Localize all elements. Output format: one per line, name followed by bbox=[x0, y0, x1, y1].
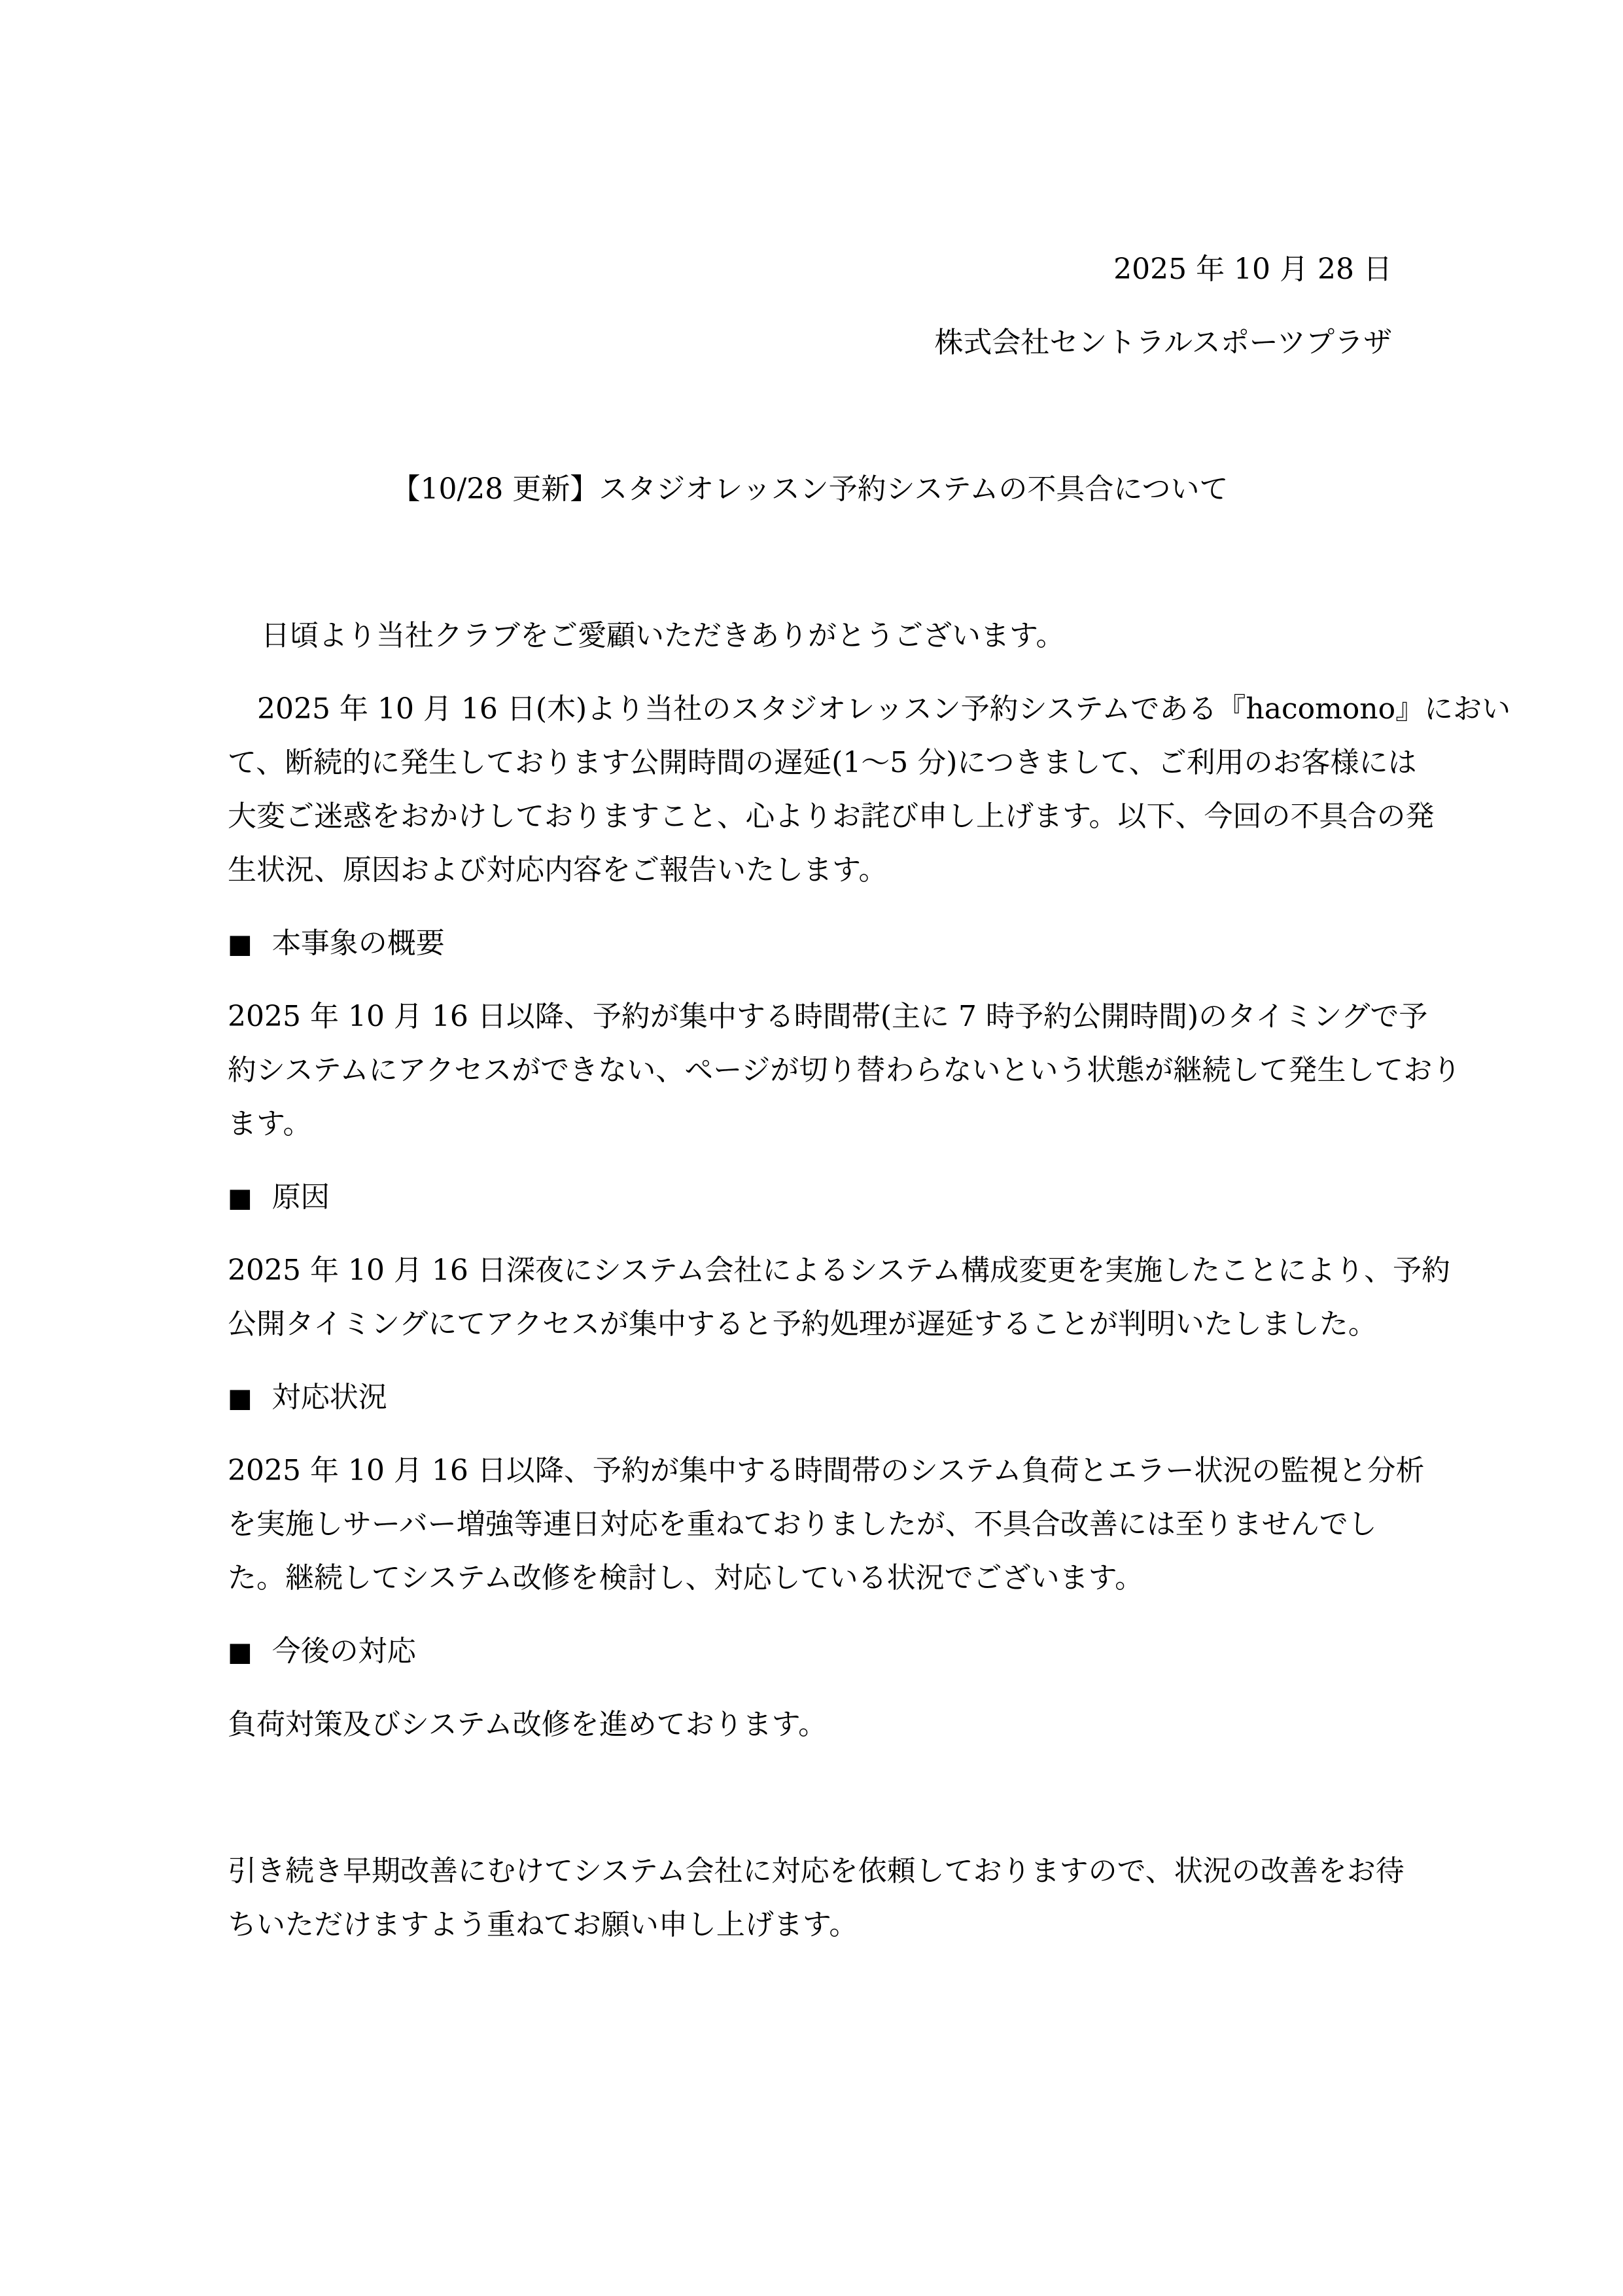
section-heading-future-response bbox=[228, 1625, 1392, 1678]
paragraph-line: 2025 年 10 月 16 日以降、予約が集中する時間帯(主に 7 時予約公開時間)のタイミングで予 bbox=[228, 1000, 1428, 1033]
overview-paragraph bbox=[228, 990, 1461, 1151]
section-heading-label: 本事象の概要 bbox=[271, 927, 445, 960]
paragraph-line: 2025 年 10 月 16 日(木)より当社のスタジオレッスン予約システムである『hacomono』におい bbox=[257, 692, 1511, 726]
response-status-paragraph bbox=[228, 1444, 1425, 1605]
paragraph-line: 公開タイミングにてアクセスが集中すると予約処理が遅延することが判明いたしました。 bbox=[228, 1307, 1377, 1341]
paragraph-line: 生状況、原因および対応内容をご報告いたします。 bbox=[228, 853, 888, 887]
heading-square-icon: ■ bbox=[228, 929, 253, 959]
section-heading-label: 原因 bbox=[271, 1180, 330, 1214]
paragraph-line: ます。 bbox=[228, 1107, 312, 1140]
paragraph-line: 2025 年 10 月 16 日深夜にシステム会社によるシステム構成変更を実施したことにより、予約 bbox=[228, 1254, 1451, 1287]
paragraph-line: た。継続してシステム改修を検討し、対応している状況でございます。 bbox=[228, 1561, 1144, 1595]
closing-paragraph bbox=[228, 1845, 1405, 1952]
paragraph-line: ちいただけますよう重ねてお願い申し上げます。 bbox=[228, 1908, 858, 1941]
intro-paragraph bbox=[228, 682, 1511, 897]
blank-line bbox=[228, 389, 1392, 443]
heading-square-icon: ■ bbox=[228, 1637, 253, 1667]
cause-paragraph bbox=[228, 1244, 1451, 1351]
blank-line bbox=[228, 536, 1392, 590]
blank-line bbox=[228, 1771, 1392, 1825]
paragraph-line: 引き続き早期改善にむけてシステム会社に対応を依頼しておりますので、状況の改善をお待 bbox=[228, 1854, 1405, 1888]
section-heading-label: 今後の対応 bbox=[271, 1634, 416, 1668]
document-title: 【10/28 更新】スタジオレッスン予約システムの不具合について bbox=[391, 472, 1229, 506]
paragraph-line: 日頃より当社クラブをご愛顧いただきありがとうございます。 bbox=[261, 619, 1065, 652]
future-response-paragraph bbox=[228, 1698, 1392, 1752]
section-heading-label: 対応状況 bbox=[271, 1381, 387, 1414]
section-heading-overview bbox=[228, 917, 1392, 970]
company-name: 株式会社セントラルスポーツプラザ bbox=[934, 326, 1392, 359]
heading-square-icon: ■ bbox=[228, 1183, 253, 1213]
paragraph-line: を実施しサーバー増強等連日対応を重ねておりましたが、不具合改善には至りませんでし bbox=[228, 1508, 1377, 1541]
paragraph-line: て、断続的に発生しております公開時間の遅延(1～5 分)につきまして、ご利用のお客様には bbox=[228, 746, 1417, 779]
section-heading-cause bbox=[228, 1171, 1392, 1224]
greeting-paragraph bbox=[228, 609, 1392, 663]
paragraph-line: 2025 年 10 月 16 日以降、予約が集中する時間帯のシステム負荷とエラー状況の監視と分析 bbox=[228, 1454, 1425, 1487]
paragraph-line: 負荷対策及びシステム改修を進めております。 bbox=[228, 1708, 828, 1741]
section-heading-response-status bbox=[228, 1371, 1392, 1424]
document-date: 2025 年 10 月 28 日 bbox=[1113, 253, 1392, 286]
paragraph-line: 大変ご迷惑をおかけしておりますこと、心よりお詫び申し上げます。以下、今回の不具合の発 bbox=[228, 800, 1435, 833]
heading-square-icon: ■ bbox=[228, 1383, 253, 1413]
paragraph-line: 約システムにアクセスができない、ページが切り替わらないという状態が継続して発生しており bbox=[228, 1053, 1461, 1087]
